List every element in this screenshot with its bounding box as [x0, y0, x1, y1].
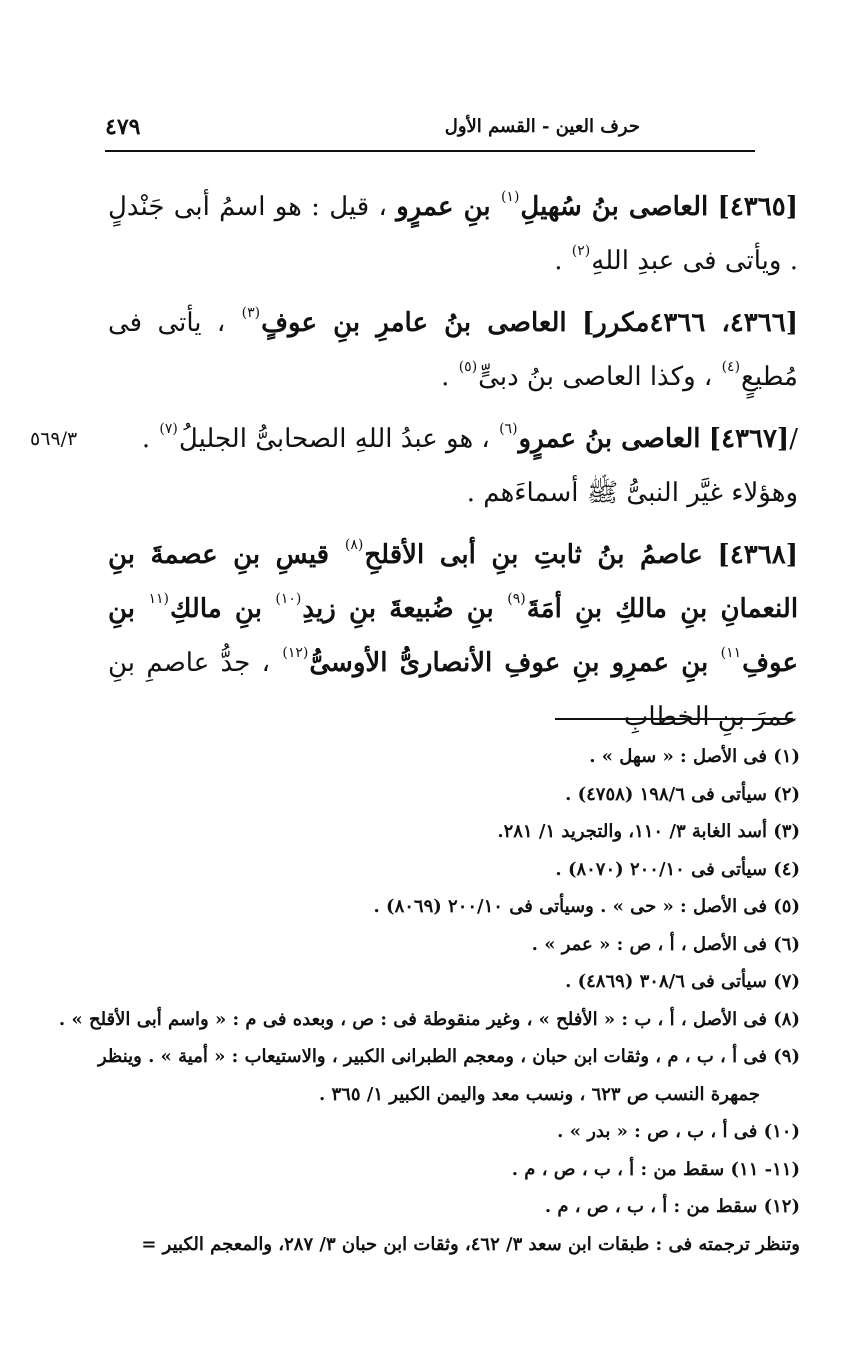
footnote-ref: (١٢)	[282, 645, 309, 661]
entry-number: [٤٣٦٧]	[708, 424, 790, 454]
entry-name-cont: قيسِ بنِ عصمةَ بنِ النعمانِ بنِ مالكِ بنِ أمَةَ	[108, 540, 799, 624]
entry-name: عاصمُ بنُ ثابتِ بنِ أبى الأقلحِ	[364, 540, 703, 570]
entry-number: [٤٣٦٨]	[717, 540, 799, 570]
entry-name-cont: بنِ عوفِ	[108, 594, 799, 678]
page-number: ٤٧٩	[105, 114, 141, 140]
entry-end: .	[441, 362, 450, 392]
footnote-5: (٥) فى الأصل : « حى » . وسيأتى فى ٢٠٠/١٠ (٨٠٦٩) .	[373, 896, 800, 917]
entry-text: ، وكذا العاصى بنُ دبىٍّ	[478, 362, 713, 392]
entry-number: [٤٣٦٥]	[717, 192, 799, 222]
footnote-7: (٧) سيأتى فى ٣٠٨/٦ (٤٨٦٩) .	[565, 971, 800, 992]
entry-name-cont: بنِ مالكِ	[170, 594, 262, 624]
footnote-4: (٤) سيأتى فى ٢٠٠/١٠ (٨٠٧٠) .	[555, 858, 800, 880]
entry-end: .	[141, 424, 151, 454]
footnote-12: (١٢) سقط من : أ ، ب ، ص ، م .	[544, 1196, 800, 1217]
margin-reference: ٥٦٩/٣	[30, 428, 78, 450]
footnote-ref: (٣)	[241, 305, 261, 321]
entry-name: العاصى بنُ عامرِ بنِ عوفٍ	[261, 308, 567, 338]
entry-text: ، يأتى فى مُطيعٍ	[108, 308, 798, 392]
running-header	[105, 112, 755, 152]
footnotes	[58, 738, 800, 1263]
footnote-10: (١٠) فى أ ، ب ، ص : « بدر » .	[557, 1121, 800, 1142]
footnote-9-cont: جمهرة النسب ص ٦٢٣ ، ونسب معد واليمن الكبير ١/ ٣٦٥ .	[318, 1083, 760, 1105]
footnote-ref: (٨)	[344, 537, 364, 553]
footnote-ref: (٩)	[507, 591, 526, 607]
footnote-ref: (٤)	[721, 359, 741, 375]
footnote-9: (٩) فى أ ، ب ، م ، وثقات ابن حبان ، ومعجم الطبرانى الكبير ، والاستيعاب : « أمية » . وينظر	[98, 1046, 800, 1067]
footnote-2: (٢) سيأتى فى ١٩٨/٦ (٤٧٥٨) .	[565, 783, 800, 805]
footnote-ref: (٧)	[159, 421, 178, 437]
entry-text: ، هو عبدُ اللهِ الصحابىُّ الجليلُ	[178, 424, 490, 454]
entry-name-cont: بنِ عمرِو بنِ عوفِ الأنصارىُّ الأوسىُّ	[309, 648, 709, 678]
footnote-rule	[555, 718, 793, 720]
entry-end: .	[554, 246, 563, 276]
footnote-ref: (١)	[500, 189, 520, 205]
main-text	[108, 180, 798, 752]
entry-text: ، جدُّ عاصمِ بنِ عمرَ بنِ الخطابِ	[108, 648, 798, 732]
entry-name: العاصى بنُ عمرٍو	[518, 424, 701, 454]
entry-4367	[108, 412, 798, 520]
footnote-3: (٣) أسد الغابة ٣/ ١١٠، والتجريد ١/ ٢٨١.	[497, 821, 800, 842]
footnote-8: (٨) فى الأصل ، أ ، ب : « الأفلح » ، وغير منقوطة فى : ص ، وبعده فى م : « واسم أبى الأقلح » .	[58, 1008, 800, 1030]
footnote-ref: (٦)	[499, 421, 518, 437]
entry-4368	[108, 528, 798, 744]
footnote-6: (٦) فى الأصل ، أ ، ص : « عمر » .	[531, 933, 800, 955]
footnote-ref: ١١)	[720, 645, 742, 661]
entry-text: ، قيل : هو اسمُ أبى جَنْدلٍ . ويأتى فى عبدِ اللهِ	[108, 192, 798, 276]
footnote-ref: (٢)	[571, 243, 591, 259]
footnote-ref: (١١	[148, 591, 169, 607]
entry-name-cont: بنِ ضُبيعةَ بنِ زيدِ	[302, 594, 494, 624]
entry-text: وهؤلاء غيَّر النبىُّ ﷺ أسماءَهم .	[466, 478, 798, 508]
footnote-ref: (١٠)	[275, 591, 302, 607]
footnote-11: (١١- ١١) سقط من : أ ، ب ، ص ، م .	[511, 1158, 800, 1180]
folio-marker: /	[789, 424, 798, 454]
entry-name: العاصى بنُ سُهيلِ	[520, 192, 709, 222]
footnote-sources: وتنظر ترجمته فى : طبقات ابن سعد ٣/ ٤٦٢، وثقات ابن حبان ٣/ ٢٨٧، والمعجم الكبير =	[141, 1233, 800, 1255]
entry-4365	[108, 180, 798, 288]
footnote-ref: (٥)	[458, 359, 478, 375]
footnote-1: (١) فى الأصل : « سهل » .	[589, 746, 800, 767]
entry-number: [٤٣٦٦، ٤٣٦٦مكرر]	[581, 308, 799, 338]
entry-name-cont: بنِ عمرٍو	[396, 192, 491, 222]
section-title: حرف العين - القسم الأول	[444, 116, 640, 137]
header-rule	[105, 150, 755, 152]
entry-4366	[108, 296, 798, 404]
